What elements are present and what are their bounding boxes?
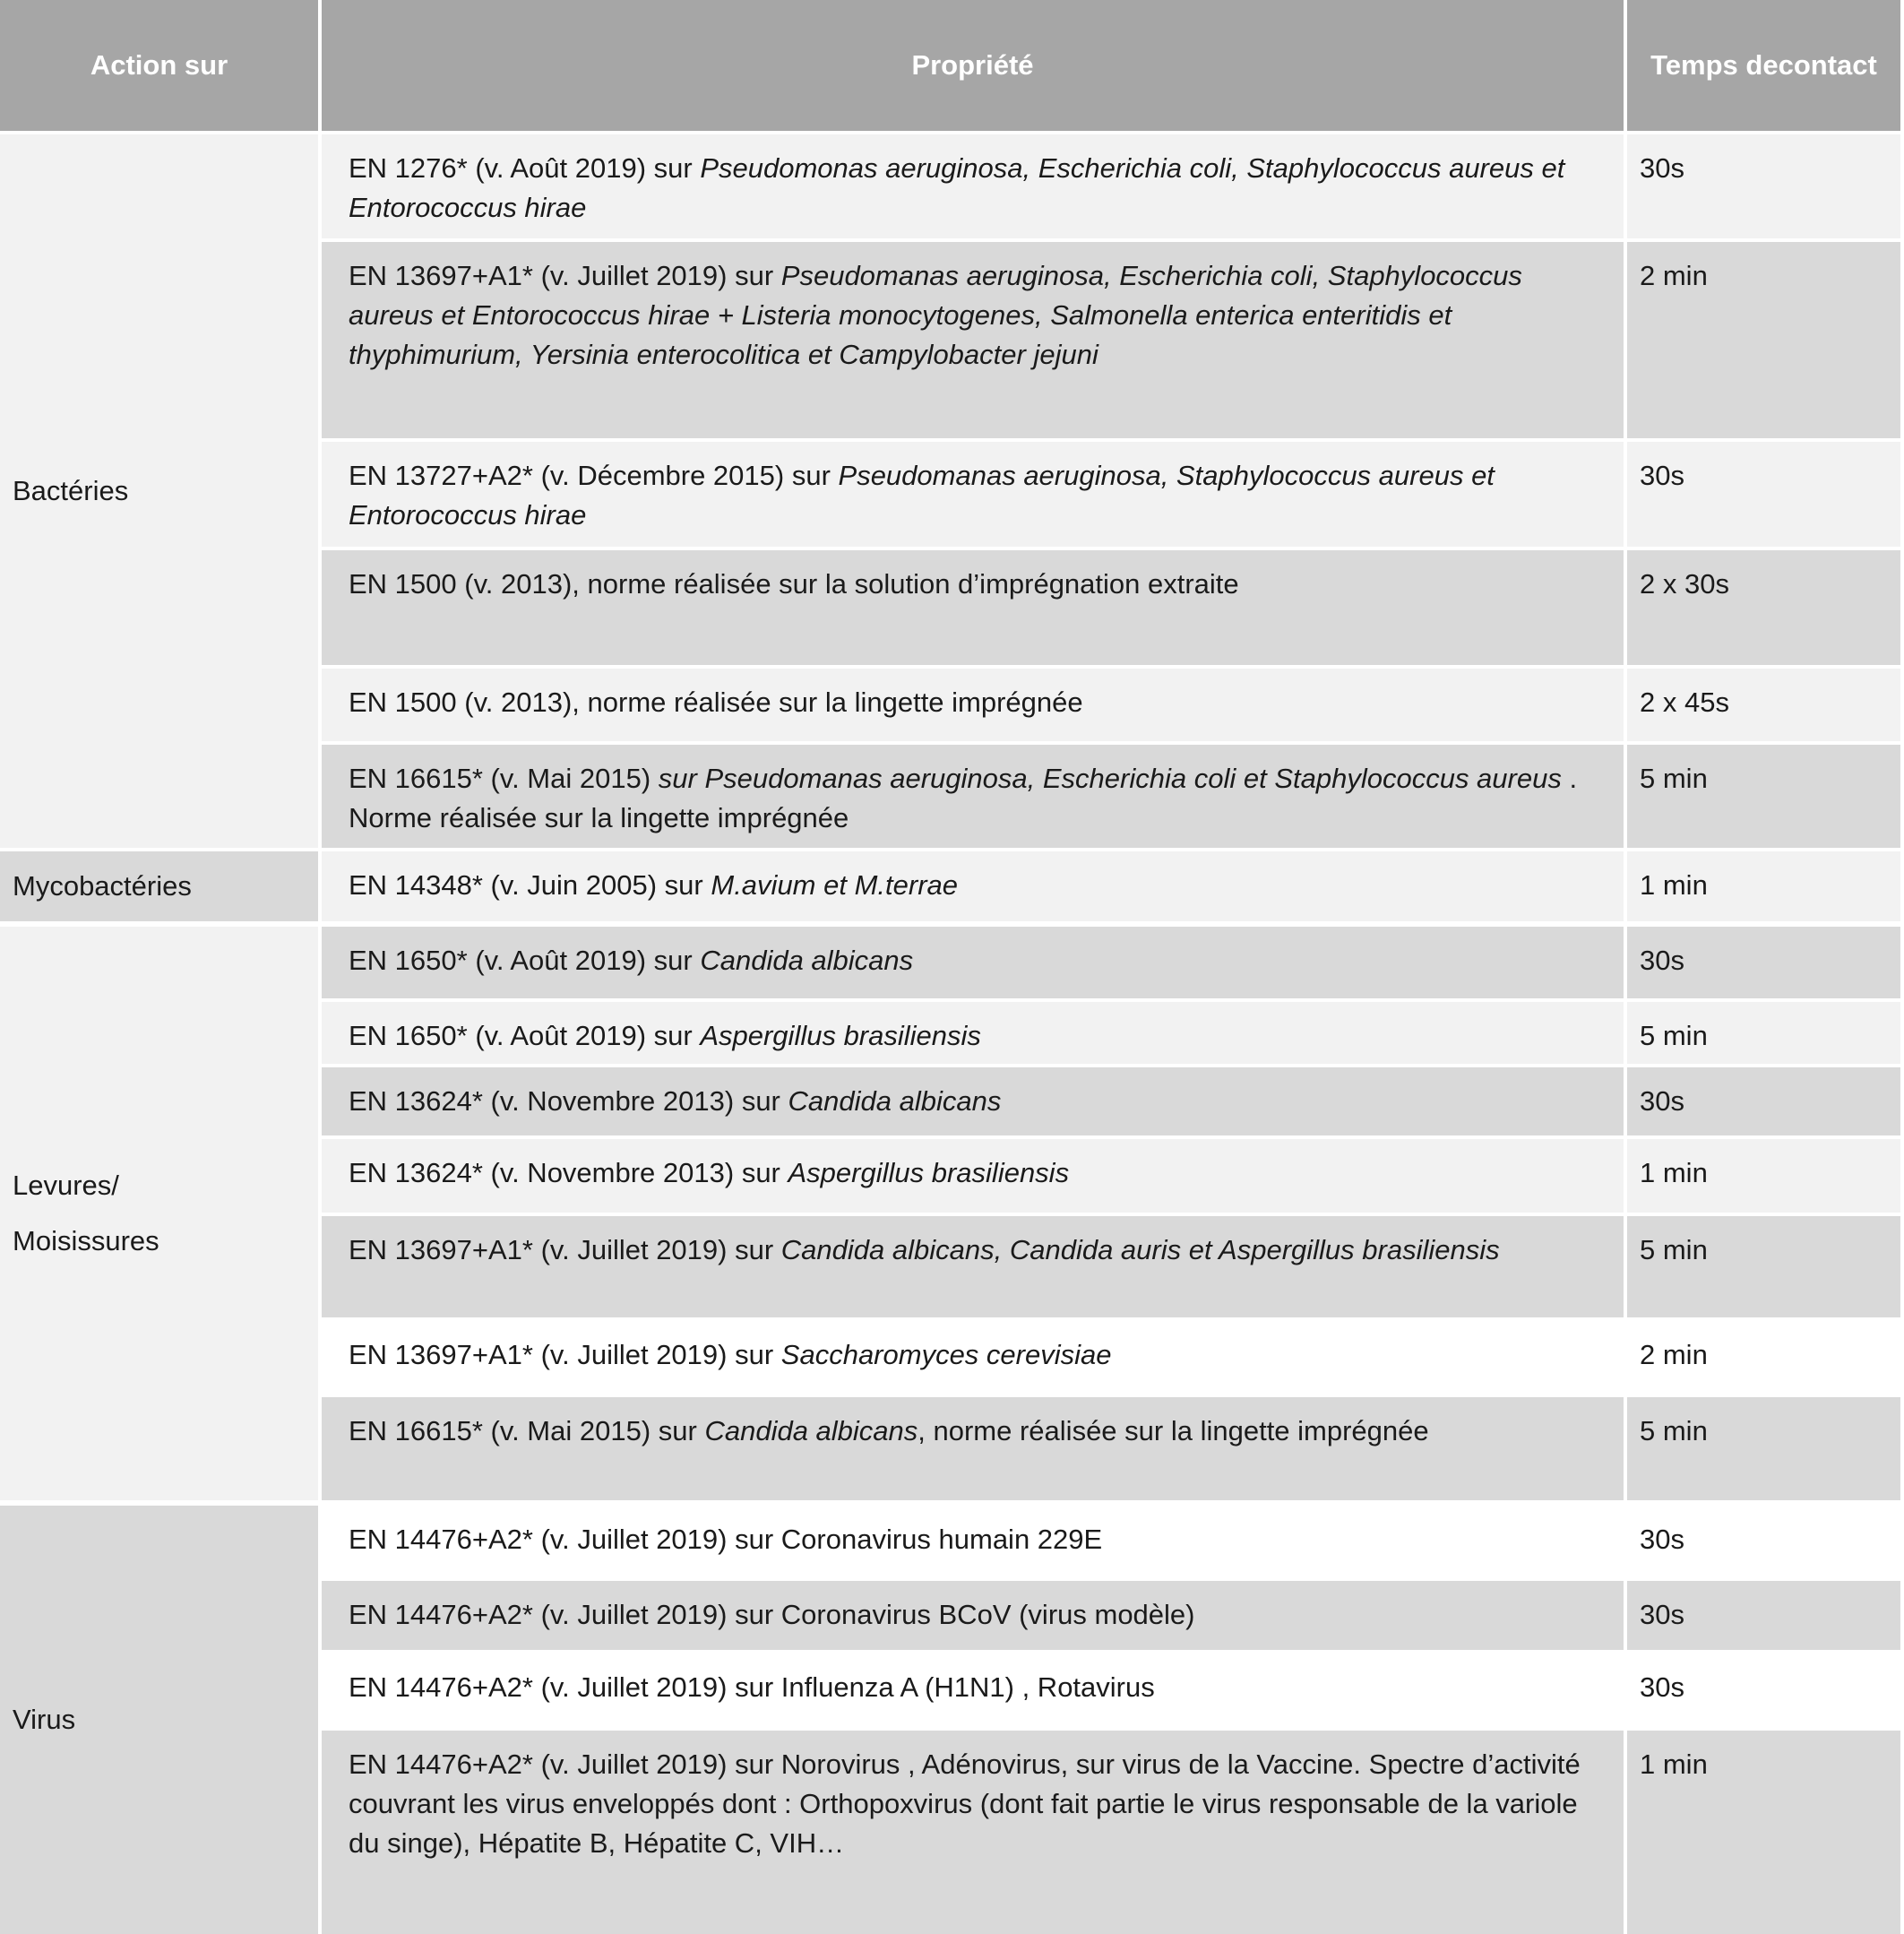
property-cell: [322, 1002, 1624, 1064]
property-cell: [322, 1321, 1624, 1394]
contact-time-cell: 30s: [1627, 1653, 1900, 1727]
species-text: Pseudomanas aeruginosa, Escherichia coli, Staphylococcus aureus et Entorococcus hirae + Listeria monocytogenes, Salmonella enterica enteritidis et thyphimurium, Yersinia enterocolitica et Campylobacter jejuni: [349, 260, 1522, 370]
group-label-line: Bactéries: [13, 475, 129, 506]
species-text: Candida albicans: [704, 1415, 918, 1446]
species-text: sur Pseudomanas aeruginosa, Escherichia coli et Staphylococcus aureus: [658, 763, 1562, 794]
group-label-line: Mycobactéries: [13, 870, 192, 902]
species-text: M.avium et M.terrae: [711, 869, 958, 901]
contact-time-cell: 1 min: [1627, 1139, 1900, 1213]
norm-text: EN 16615* (v. Mai 2015): [349, 763, 659, 794]
group-label: [13, 463, 128, 519]
group-label: [13, 1158, 159, 1269]
contact-time-cell: 30s: [1627, 442, 1900, 547]
property-cell: [322, 242, 1624, 438]
contact-time-cell: 2 min: [1627, 242, 1900, 438]
property-cell: [322, 550, 1624, 665]
species-text: Candida albicans: [700, 945, 914, 976]
species-text: Saccharomyces cerevisiae: [780, 1339, 1112, 1370]
contact-time-cell: 30s: [1627, 927, 1900, 998]
contact-time-cell: 5 min: [1627, 1216, 1900, 1317]
contact-time-cell: 30s: [1627, 1581, 1900, 1650]
property-cell: [322, 442, 1624, 547]
contact-time-cell: 2 min: [1627, 1321, 1900, 1394]
contact-time-cell: 30s: [1627, 1067, 1900, 1135]
contact-time-cell: 2 x 30s: [1627, 550, 1900, 665]
norm-text: EN 13727+A2* (v. Décembre 2015) sur: [349, 460, 839, 491]
group-bacteries: [0, 134, 318, 848]
property-cell: [322, 134, 1624, 238]
norm-text: EN 14348* (v. Juin 2005) sur: [349, 869, 711, 901]
property-cell: [322, 851, 1624, 921]
species-text: Candida albicans, Candida auris et Aspergillus brasiliensis: [780, 1234, 1500, 1265]
norm-text: . Norme réalisée sur la lingette imprégnée: [349, 763, 1578, 833]
norm-text: EN 14476+A2* (v. Juillet 2019) sur Influenza A (H1N1) , Rotavirus: [349, 1671, 1155, 1703]
property-cell: [322, 1397, 1624, 1500]
group-mycobacteries: [0, 851, 318, 921]
contact-time-cell: 5 min: [1627, 1397, 1900, 1500]
norm-text: EN 14476+A2* (v. Juillet 2019) sur Coronavirus humain 229E: [349, 1524, 1103, 1555]
norm-text: EN 1650* (v. Août 2019) sur: [349, 1020, 701, 1051]
contact-time-cell: 5 min: [1627, 1002, 1900, 1064]
norm-text: EN 14476+A2* (v. Juillet 2019) sur Norovirus , Adénovirus, sur virus de la Vaccine. Spectre d’activité couvrant les virus enveloppés dont : Orthopoxvirus (dont fait partie le virus responsable de la variole du singe), Hépatite B, Hépatite C, VIH…: [349, 1748, 1581, 1859]
norm-text: EN 13624* (v. Novembre 2013) sur: [349, 1157, 788, 1188]
group-virus: [0, 1506, 318, 1934]
property-cell: [322, 669, 1624, 741]
norm-text: EN 13697+A1* (v. Juillet 2019) sur: [349, 260, 781, 291]
group-label-line: Moisissures: [13, 1225, 159, 1256]
header-temps-line-2: contact: [1778, 49, 1877, 81]
species-text: Pseudomonas aeruginosa, Escherichia coli, Staphylococcus aureus et Entorococcus hirae: [349, 152, 1565, 223]
norm-text: EN 1500 (v. 2013), norme réalisée sur la lingette imprégnée: [349, 686, 1083, 718]
species-text: Pseudomanas aeruginosa, Staphylococcus aureus et Entorococcus hirae: [349, 460, 1495, 531]
norm-text: EN 1500 (v. 2013), norme réalisée sur la solution d’imprégnation extraite: [349, 568, 1239, 600]
property-cell: [322, 745, 1624, 848]
contact-time-cell: 30s: [1627, 134, 1900, 238]
species-text: Aspergillus brasiliensis: [700, 1020, 981, 1051]
group-label-line: Virus: [13, 1704, 76, 1735]
norm-text: EN 16615* (v. Mai 2015) sur: [349, 1415, 705, 1446]
norm-text: EN 14476+A2* (v. Juillet 2019) sur Coronavirus BCoV (virus modèle): [349, 1599, 1195, 1630]
contact-time-cell: 30s: [1627, 1506, 1900, 1577]
property-cell: [322, 927, 1624, 998]
norm-text: EN 13697+A1* (v. Juillet 2019) sur: [349, 1234, 781, 1265]
property-cell: [322, 1067, 1624, 1135]
contact-time-cell: 5 min: [1627, 745, 1900, 848]
header-propriete: Propriété: [322, 0, 1624, 131]
norm-text: EN 13697+A1* (v. Juillet 2019) sur: [349, 1339, 781, 1370]
property-cell: [322, 1581, 1624, 1650]
norm-text: EN 1650* (v. Août 2019) sur: [349, 945, 701, 976]
group-label: [13, 859, 192, 914]
species-text: Candida albicans: [788, 1085, 1002, 1117]
norm-text: , norme réalisée sur la lingette imprégnée: [918, 1415, 1429, 1446]
property-cell: [322, 1139, 1624, 1213]
group-label: [13, 1692, 75, 1748]
norm-text: EN 1276* (v. Août 2019) sur: [349, 152, 701, 184]
group-label-line: Levures/: [13, 1170, 119, 1201]
property-cell: [322, 1653, 1624, 1727]
contact-time-cell: 1 min: [1627, 1731, 1900, 1934]
header-temps-line-1: Temps de: [1650, 49, 1779, 81]
property-cell: [322, 1731, 1624, 1934]
property-cell: [322, 1216, 1624, 1317]
contact-time-cell: 2 x 45s: [1627, 669, 1900, 741]
group-levures: [0, 927, 318, 1500]
header-action-sur: Action sur: [0, 0, 318, 131]
property-cell: [322, 1506, 1624, 1577]
species-text: Aspergillus brasiliensis: [788, 1157, 1070, 1188]
header-temps-de-contact: [1627, 0, 1900, 131]
contact-time-cell: 1 min: [1627, 851, 1900, 921]
norm-text: EN 13624* (v. Novembre 2013) sur: [349, 1085, 788, 1117]
